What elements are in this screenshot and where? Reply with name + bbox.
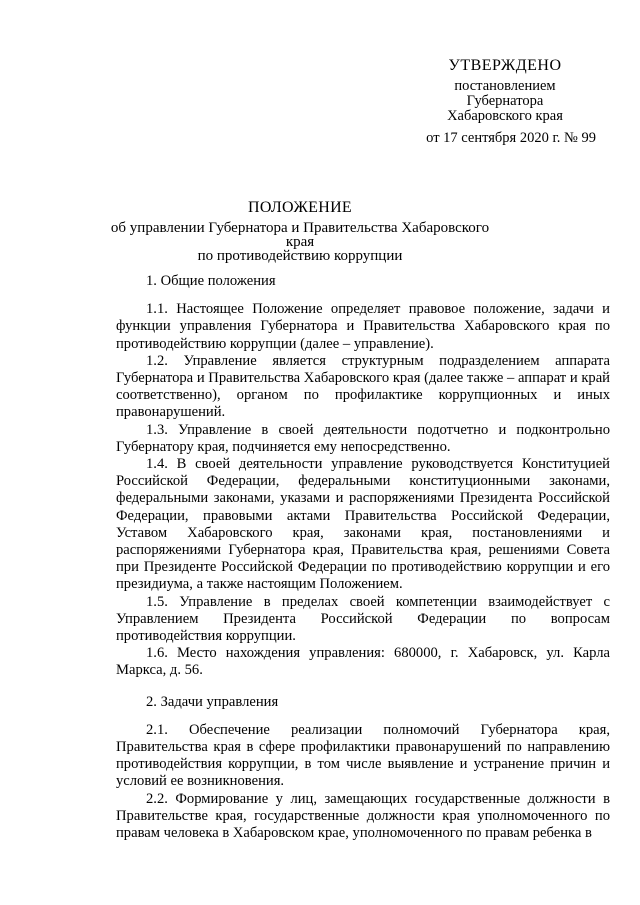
- section-1-heading: 1. Общие положения: [146, 273, 276, 289]
- paragraph-1-3: 1.3. Управление в своей деятельности подотчетно и подконтрольно Губернатору края, подчиняется ему непосредственно.: [116, 421, 610, 455]
- section-2-heading: 2. Задачи управления: [146, 693, 279, 710]
- approval-line-governor: Губернатора: [466, 93, 544, 109]
- paragraph-1-2: 1.2. Управление является структурным подразделением аппарата Губернатора и Правительства Хабаровского края (далее также – аппарат и край соответственно), органом по профилактике коррупционных и иных правонарушений.: [116, 352, 610, 421]
- paragraph-2-1: 2.1. Обеспечение реализации полномочий Губернатора края, Правительства края в сфере профилактики правонарушений по направлению противодействия коррупции, в том числе выявление и устранение причин и условий ее возникновения.: [116, 721, 610, 790]
- approval-heading: УТВЕРЖДЕНО: [448, 57, 562, 74]
- paragraph-1-1: 1.1. Настоящее Положение определяет правовое положение, задачи и функции управления Губернатора и Правительства Хабаровского края по противодействию коррупции (далее – управление).: [116, 301, 610, 352]
- approval-stamp: [390, 58, 620, 146]
- paragraph-2-2: 2.2. Формирование у лиц, замещающих государственные должности в Правительстве края, государственные должности края уполномоченного по правам человека в Хабаровском крае, уполномоченного по правам ребенка в: [116, 790, 610, 842]
- document-title-block: [110, 201, 490, 263]
- approval-date: от 17 сентября 2020 г. № 99: [426, 130, 596, 146]
- document-title: ПОЛОЖЕНИЕ: [247, 199, 352, 216]
- approval-line-region: Хабаровского края: [447, 108, 563, 124]
- document-body: [116, 273, 610, 842]
- section-gap: [116, 680, 610, 694]
- paragraph-1-4: 1.4. В своей деятельности управление руководствуется Конституцией Российской Федерации, федеральными конституционными законами, федеральными законами, указами и распоряжениями Президента Российской Федерации, правовыми актами Правительства Российской Федерации, Уставом Хабаровского края, законами края, постановлениями и распоряжениями Губернатора края, Правительства края, решениями Совета при Президенте Российской Федерации по противодействию коррупции и его президиума, а также настоящим Положением.: [116, 456, 610, 593]
- paragraph-1-5: 1.5. Управление в пределах своей компетенции взаимодействует с Управлением Президента Российской Федерации по вопросам противодействия коррупции.: [116, 593, 610, 645]
- paragraph-1-6: 1.6. Место нахождения управления: 680000, г. Хабаровск, ул. Карла Маркса, д. 56.: [116, 645, 610, 679]
- document-subtitle-line2: по противодействию коррупции: [197, 248, 403, 264]
- approval-line-decree: постановлением: [454, 78, 556, 94]
- document-subtitle-line1: об управлении Губернатора и Правительства Хабаровского края: [110, 220, 490, 250]
